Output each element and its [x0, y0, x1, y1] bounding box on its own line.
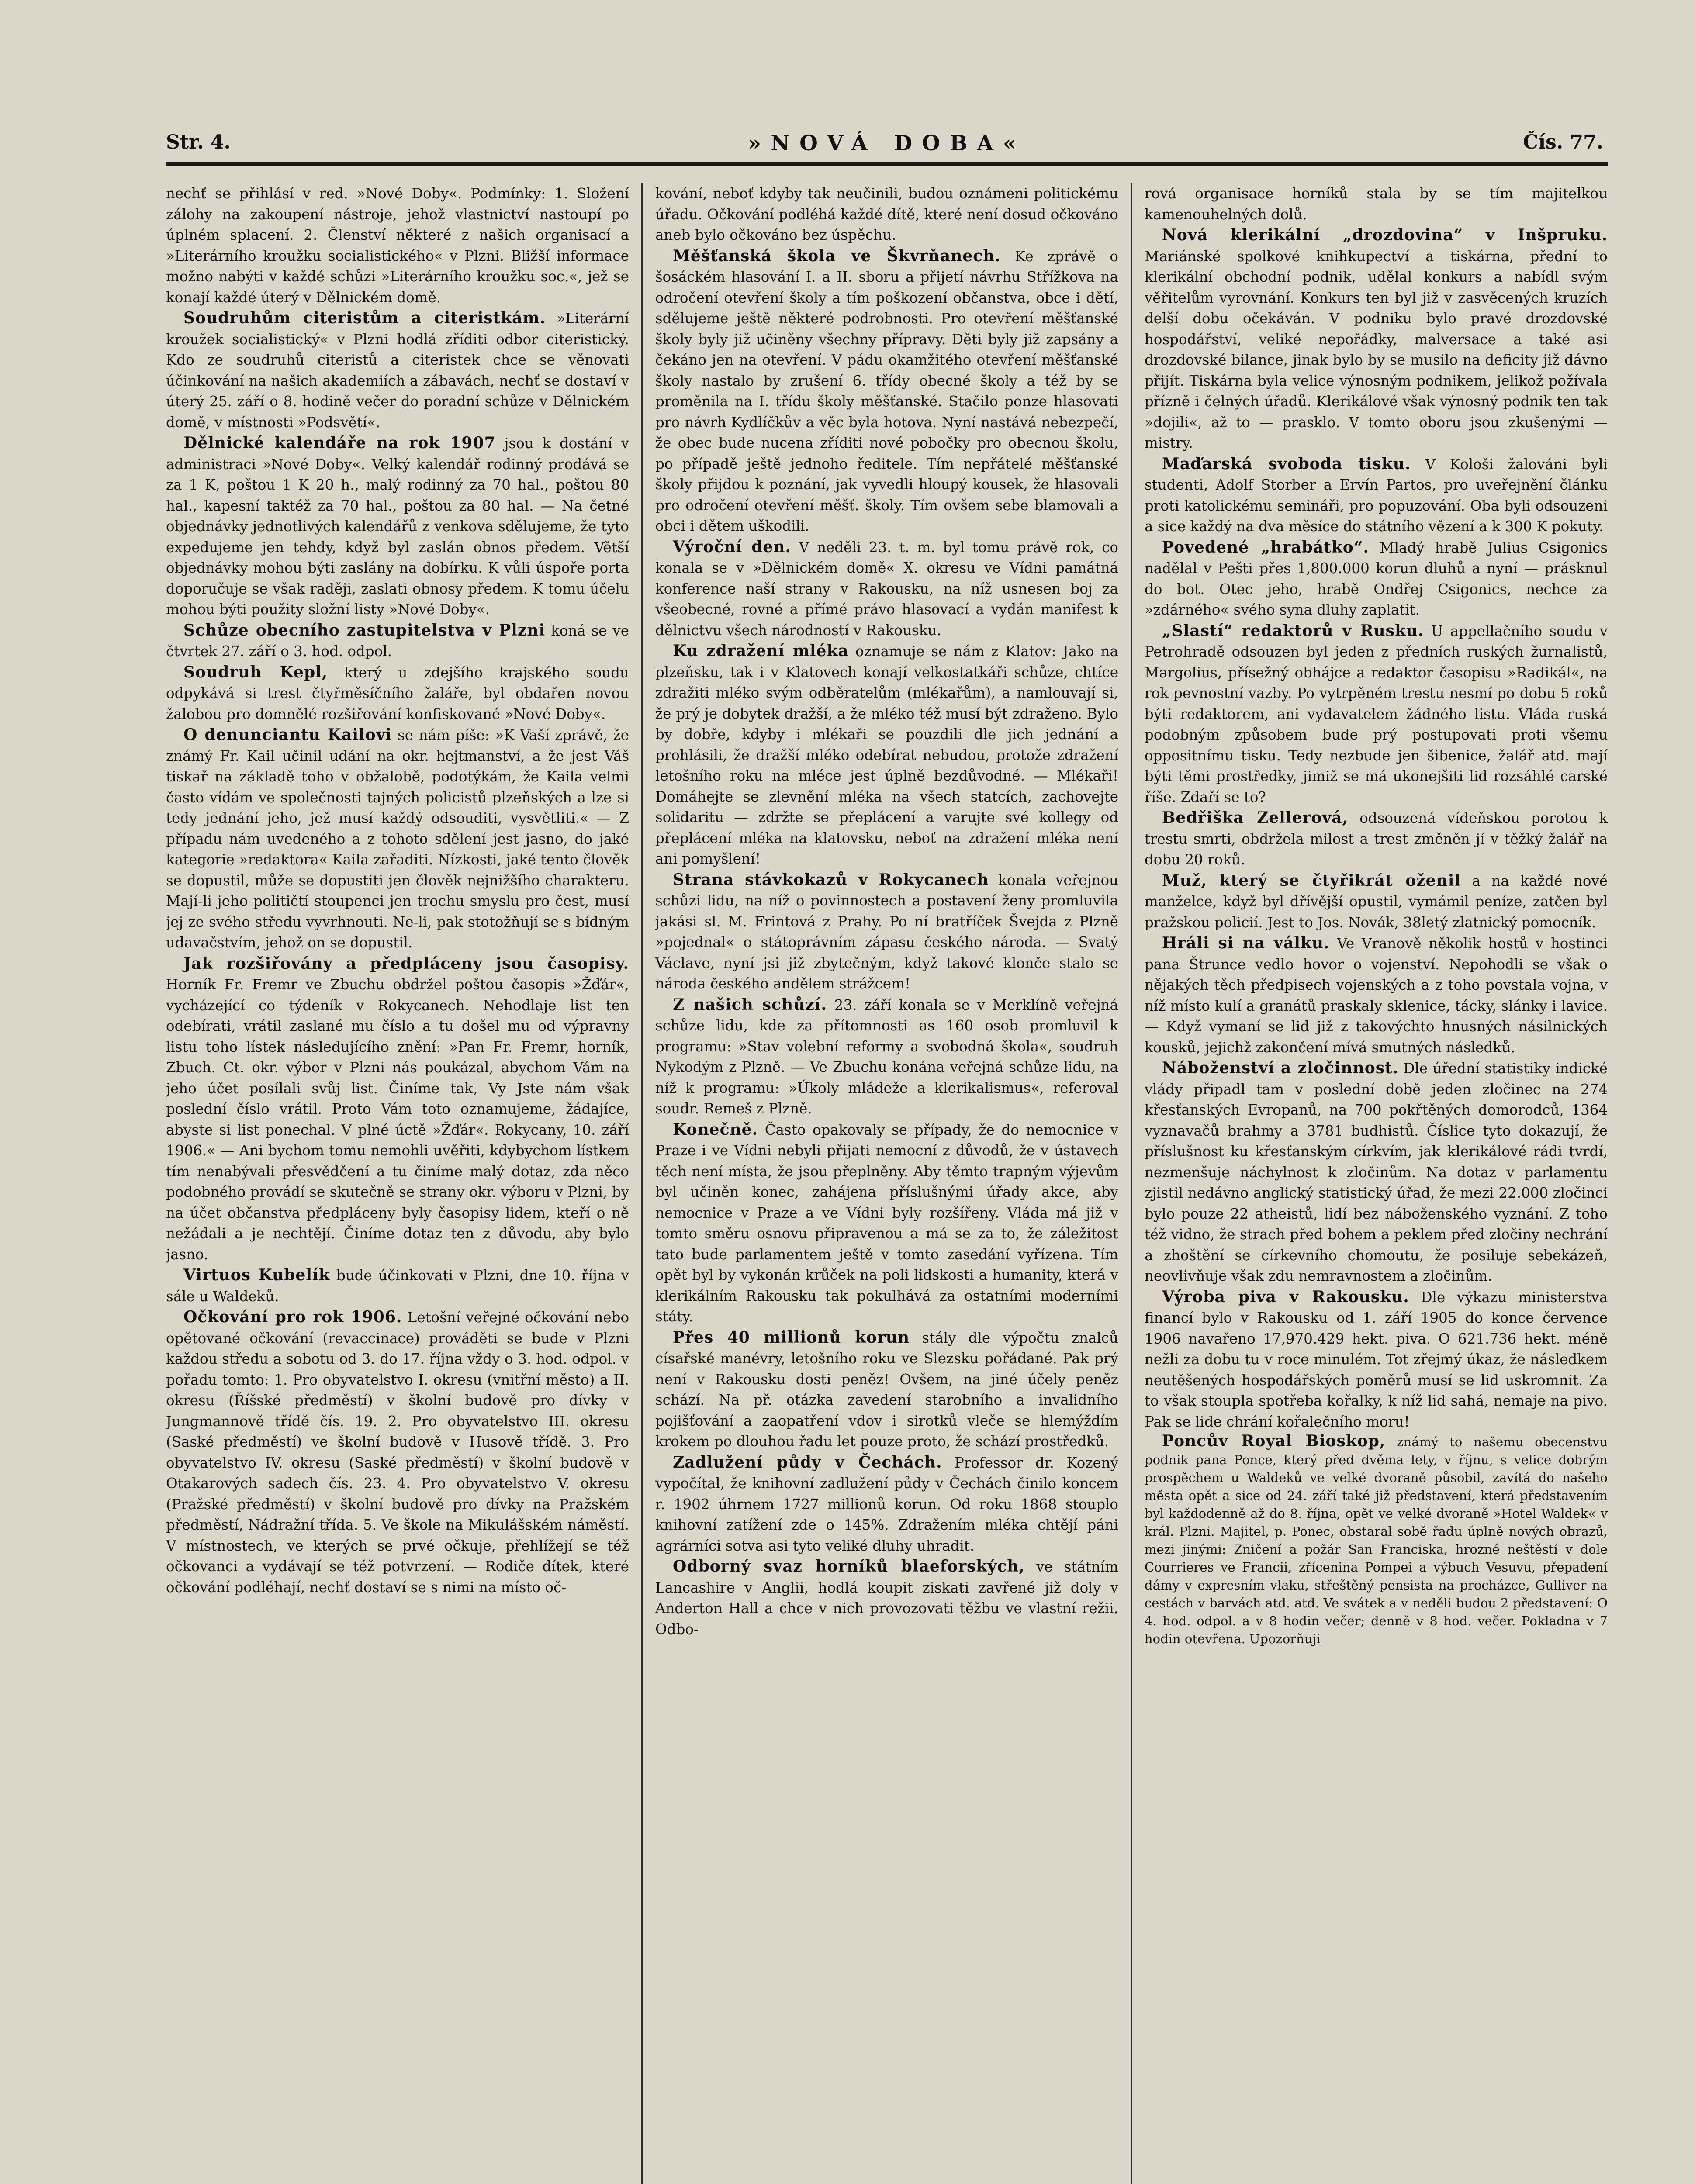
article-text: Dle výkazu ministerstva financí bylo v Rakousku od 1. září 1905 do konce července 1906 navařeno 17,970.429 hekt. piva. O 621.736 hekt. méně nežli za dobu tu v roce minulém. Tot zřejmý úkaz, že následkem neutěšených hospodářských poměrů musí se lid uskromnit. Za to však stoupla spotřeba kořalky, k níž lid sahá, nemaje na pivo. Pak se lide chrání kořalečního moru! [1145, 1289, 1608, 1430]
article-text: se nám píše: »K Vaší zprávě, že známý Fr. Kail učinil udání na okr. hejtmanství, a že jest Váš tiskař na základě toho v obžalobě, podotýkám, že Kaila velmi často vídám ve společnosti tajných policistů plzeňských a lze si tedy jednání jeho, jež musí každý odsouditi, vysvětliti.« — Z případu nám uvedeného a z tohoto sdělení jest jasno, do jaké kategorie »redaktora« Kaila zařaditi. Nízkosti, jaké tento člověk se dopustil, může se dopustiti jen člověk nejnižšího charakteru. Mají-li jeho političtí stoupenci jen trochu smyslu pro čest, musí jej ze svého středu vyvrhnouti. Ne-li, pak stotožňují se s bídným udavačstvím, jehož on se dopustil. [166, 727, 629, 951]
article-headline: Soudruh Kepl, [183, 663, 328, 681]
column-3 [1145, 183, 1608, 2184]
article-paragraph [1145, 1287, 1608, 1433]
article-text: Professor dr. Kozený vypočítal, že knihovní zadlužení půdy v Čechách činilo koncem r. 1902 úhrnem 1727 millionů korun. Od roku 1868 stouplo knihovní zatížení zde o 145%. Zdražením mléka chtějí páni agrárníci sotva asi tyto veliké dluhy uhradit. [655, 1454, 1118, 1554]
article-text: Ke zprávě o šosáckém hlasování I. a II. sboru a přijetí návrhu Střížkova na odročení otevření školy a tím poškození občanstva, obce i dětí, sdělujeme ještě některé podrobnosti. Pro otevření měšťanské školy byly již učiněny všechny přípravy. Děti byly již zapsány a čekáno jen na otevření. V pádu okamžitého otevření měšťanské školy nastalo by zrušení 6. třídy obecné školy a též by se proměnila na I. třídu školy měšťanské. Stačilo ponze hlasovati pro návrh Kydlíčkův a věc byla hotova. Nyní nastává nebezpečí, že obec bude nucena zříditi nové pobočky pro obecnou školu, po případě ještě jednoho ředitele. Tím nepřátelé měšťanské školy přijdou k poznání, jak vyvedli hloupý kousek, že hlasovali pro odročení otevření měšť. školy. Tím ovšem sebe blamovali a obci i dětem uškodili. [655, 248, 1118, 534]
article-headline: Schůze obecního zastupitelstva v Plzni [183, 621, 546, 639]
article-headline: Přes 40 millionů korun [673, 1328, 910, 1347]
article-paragraph [655, 870, 1118, 995]
page-header [166, 127, 1608, 166]
article-text: Horník Fr. Fremr ve Zbuchu obdržel poštou časopis »Žďár«, vycházející co týdeník v Rokycanech. Nehodlaje list ten odebírati, vrátil zaslané mu číslo a tu došel mu od výpravny listu toho lístek následujícího znění: »Pan Fr. Fremr, horník, Zbuch. Ct. okr. výbor v Plzni nás poukázal, abychom Vám na jeho účet posílali svůj list. Činíme tak, Vy Jste nám však poslední číslo vrátil. Proto Vám toto oznamujeme, žádajíce, abyste si list ponechal. V plné úctě »Žďár«. Rokycany, 10. září 1906.« — Ani bychom tomu nemohli uvěřiti, kdybychom lístkem tím nenabývali přesvědčení a tu činíme malý dotaz, zda něco podobného provádí se skutečně se strany okr. výboru v Plzni, by na účet občanstva předpláceny byly časopisy lidem, kteří o ně nežádali a je nechtějí. Činíme dotaz ten z důvodu, aby bylo jasno. [166, 976, 629, 1263]
column-2 [655, 183, 1118, 2184]
article-paragraph [1145, 808, 1608, 871]
article-headline: Nová klerikální „drozdovina“ v Inšpruku. [1162, 226, 1608, 244]
article-paragraph [166, 1307, 629, 1598]
article-headline: Virtuos Kubelík [183, 1266, 330, 1284]
article-headline: Měšťanská škola ve Škvrňanech. [673, 246, 1001, 265]
article-paragraph [1145, 454, 1608, 537]
article-paragraph [655, 1452, 1118, 1557]
article-paragraph [166, 1265, 629, 1307]
article-text: 23. září konala se v Merklíně veřejná schůze lidu, kde za přítomnosti as 160 osob promluvil k programu: »Stav volební reformy a svobodná škola«, soudruh Nykodým z Plzně. — Ve Zbuchu konána veřejná schůze lidu, na níž k programu: »Úkoly mládeže a klerikalismus«, referoval soudr. Remeš z Plzně. [655, 996, 1118, 1117]
article-text: Ve Vranově několik hostů v hostinci pana Štrunce vedlo hovor o vojenství. Nepohodli se však o nějakých těch předpisech vojenských a z toho povstala vojna, v níž místo kulí a granátů praskaly sklenice, tácky, slánky i lavice. — Když vymaní se lid již z takovýchto hnusných násilnických kousků, jejichž zakončení mívá smutných následků. [1145, 935, 1608, 1056]
article-paragraph [166, 662, 629, 725]
article-headline: Maďarská svoboda tisku. [1162, 454, 1411, 473]
article-headline: Muž, který se čtyřikrát oženil [1162, 871, 1461, 890]
article-text: oznamuje se nám z Klatov: Jako na plzeňsku, tak i v Klatovech konají velkostatkáři schůze, chtíce zdražiti mléko svým odběratelům (mlékařům), a namlouvají si, že prý je dobytek dražší, a že mléko též musí být zdraženo. Bylo by dobře, kdyby i mlékaři se pouzdili dle jich jednání a prohlásili, že dražší mléko odebírat nebudou, protože zdražení letošního roku na mléce jest úplně bezdůvodné. — Mlékaři! Domáhejte se zlevnění mléka na všech statcích, zachovejte solidaritu — zdržte se přeplácení a varujte své kollegy od přeplácení mléka na klatovsku, neboť na zdražení mléka není ani pomyšlení! [655, 643, 1118, 867]
article-headline: Konečně. [673, 1120, 758, 1139]
issue-number: Čís. 77. [1523, 131, 1603, 153]
article-headline: Očkování pro rok 1906. [183, 1308, 402, 1326]
article-headline: Z našich schůzí. [673, 995, 827, 1014]
article-headline: O denunciantu Kailovi [183, 726, 392, 744]
article-headline: Náboženství a zločinnost. [1162, 1059, 1399, 1077]
article-paragraph [166, 183, 629, 308]
article-text: známý to našemu obecenstvu podnik pana Ponce, který před dvěma lety, v říjnu, s velice dobrým prospěchem u Waldeků ve velké dvoraně působil, zavítá do našeho města opět a sice od 24. září také již představení, která představením byl každodenně až do 8. října, opět ve velké dvoraně »Hotel Waldek« v král. Plzni. Majitel, p. Ponec, obstaral sobě řadu úplně nových obrazů, mezi jinými: Zničení a požár San Franciska, hrozné neštěstí v dole Courrieres ve Francii, zřícenina Pompei a výbuch Vesuvu, přepadení dámy v expresním vlaku, střeštěný pensista na procházce, Gulliver na cestách v barvách atd. atd. Ve svátek a v neděli budou 2 představení: O 4. hod. odpol. a v 8 hodin večer; denně v 8 hod. večer. Pokladna v 7 hodin otevřena. Upozorňuji [1145, 1434, 1608, 1646]
article-paragraph [655, 183, 1118, 246]
article-paragraph [1145, 1058, 1608, 1287]
article-headline: Ku zdražení mléka [673, 642, 849, 660]
article-text: bude účinkovati v Plzni, dne 10. října v sále u Waldeků. [166, 1267, 629, 1305]
article-headline: Strana stávkokazů v Rokycanech [673, 870, 989, 889]
article-headline: Zadlužení půdy v Čechách. [673, 1453, 942, 1472]
article-headline: Poncův Royal Bioskop, [1162, 1432, 1386, 1450]
page-number: Str. 4. [166, 131, 231, 153]
article-paragraph [1145, 225, 1608, 454]
article-headline: Dělnické kalendáře na rok 1907 [183, 434, 496, 452]
article-text: odsouzená vídeňskou porotou k trestu smrti, obdržela milost a trest změněn jí v těžký žalář na dobu 20 roků. [1145, 810, 1608, 868]
article-text: V neděli 23. t. m. byl tomu právě rok, co konala se v »Dělnickém domě« X. okresu ve Vídni památná konference naší strany v Rakousku, na níž usnesen boj za všeobecné, rovné a přímé právo hlasovací a vydán manifest k dělnictvu všech národností v Rakousku. [655, 539, 1118, 639]
article-headline: Odborný svaz horníků blaeforských, [673, 1557, 1025, 1576]
article-paragraph [655, 641, 1118, 870]
column-1 [166, 183, 629, 2184]
article-paragraph [655, 995, 1118, 1120]
article-paragraph [1145, 1432, 1608, 1648]
article-paragraph [166, 954, 629, 1265]
newspaper-page [166, 127, 1608, 2184]
article-paragraph [166, 620, 629, 662]
article-headline: Jak rozšiřovány a předpláceny jsou časopisy. [183, 954, 629, 973]
article-text: ve státním Lancashire v Anglii, hodlá koupit ziskati zavřené již doly v Anderton Hall a chce v nich provozovati těžbu ve vlastní režii. Odbo- [655, 1559, 1118, 1638]
article-paragraph [1145, 621, 1608, 808]
article-columns [166, 183, 1608, 2184]
article-headline: Soudruhům citeristům a citeristkám. [183, 309, 546, 327]
article-text: kování, neboť kdyby tak neučinili, budou oznámeni politickému úřadu. Očkování podléhá každé dítě, které není dosud očkováno aneb bylo očkováno bez úspěchu. [655, 185, 1118, 243]
article-paragraph [655, 246, 1118, 537]
article-text: Často opakovaly se případy, že do nemocnice v Praze i ve Vídni nebyli přijati nemocní z důvodů, že v ústavech těch není místa, že jsou přeplněny. Aby těmto trapným výjevům byl učiněn konec, zahájena příslušnými úřady akce, aby nemocnice v Praze a ve Vídni byly rozšířeny. Vláda má již v tomto směru osnovu připravenou a má se za to, že záležitost tato bude parlamentem ještě v tomto zasedání vyřízena. Tím opět byl by vykonán krůček na poli lidskosti a humanity, která v klerikálním Rakousku tak pokulhává za ostatními moderními státy. [655, 1121, 1118, 1325]
article-text: Letošní veřejné očkování nebo opětované očkování (revaccinace) prováděti se bude v Plzni každou středu a sobotu od 3. do 17. října vždy o 3. hod. odpol. v pořadu tomto: 1. Pro obyvatelstvo I. okresu (vnitřní město) a II. okresu (Říšské předměstí) v školní budově pro dívky v Jungmannově třídě čís. 19. 2. Pro obyvatelstvo III. okresu (Saské předměstí) ve školní budově v Husově třídě. 3. Pro obyvatelstvo IV. okresu (Saské předměstí) v školní budově v Otakarových sadech čís. 23. 4. Pro obyvatelstvo V. okresu (Pražské předměstí) v školní budově pro dívky na Pražském předměstí, Nádražní třída. 5. Ve škole na Mikulášském náměstí. V místnostech, ve kterých se prvé očkuje, přehlížejí se též očkovanci a vydávají se též potvrzení. — Rodiče dítek, které očkování podléhají, nechť dostaví se s nimi na místo oč- [166, 1309, 629, 1596]
article-paragraph [166, 725, 629, 954]
article-text: jsou k dostání v administraci »Nové Doby«. Velký kalendář rodinný prodává se za 1 K, poštou 1 K 20 h., malý rodinný za 70 hal., poštou 80 hal., kapesní taktéž za 70 hal., poštou za 80 hal. — Na četné objednávky jednotlivých kalendářů z venkova sdělujeme, že tyto expedujeme jen tehdy, když byl zaslán obnos předem. Větší objednávky mohou býti zaslány na dobírku. K vůli úspoře porta doporučuje se však raději, zaslati obnosy předem. K tomu účelu mohou býti použity složní listy »Nové Doby«. [166, 435, 629, 618]
article-text: který u zdejšího krajského soudu odpykává si trest čtyřměsíčního žaláře, byl obdařen novou žalobou pro domnělé rozšiřování konfiskované »Nové Doby«. [166, 664, 629, 722]
article-text: Dle úřední statistiky indické vlády připadl tam v poslední době jeden zločinec na 274 křesťanských Evropanů, na 700 pokřtěných domorodců, 1364 vyznavačů brahmy a 3781 budhistů. Číslice tyto dokazují, že příslušnost ku křesťanským církvím, jak klerikálové rádi tvrdí, nezmenšuje náchylnost k zločinům. Na dotaz v parlamentu zjistil nedávno anglický statistický úřad, že mezi 22.000 zločinci bylo pouze 22 atheistů, lidí bez náboženského vyznání. Z toho též vidno, že strach před bohem a peklem před zločiny nechrání a zhoštění se církevního chomoutu, že posiluje sebekázeň, neovlivňuje však zdu nemravnostem a zločinům. [1145, 1060, 1608, 1284]
article-text: Mladý hrabě Julius Csigonics nadělal v Pešti přes 1,800.000 korun dluhů a nyní — prásknul do bot. Otec jeho, hrabě Ondřej Csigonics, nechce za »zdárného« svého syna dluhy zaplatit. [1145, 539, 1608, 618]
article-text: rová organisace horníků stala by se tím majitelkou kamenouhelných dolů. [1145, 185, 1608, 223]
article-paragraph [1145, 537, 1608, 621]
article-text: konala veřejnou schůzi lidu, na níž o povinnostech a postavení ženy promluvila jakási sl. M. Frintová z Prahy. Po ní bratříček Švejda z Plzně »pojednal« o státoprávním zápasu českého národa. — Svatý Václave, nyní jsi již zbytečným, když takové klonče stalo se národa českého andělem strážcem! [655, 871, 1118, 992]
article-paragraph [1145, 183, 1608, 225]
article-text: Mariánské spolkové knihkupectví a tiskárna, přední to klerikální obchodní podnik, udělal konkurs a nabídl svým věřitelům vyrovnání. Konkurs ten byl již v zasvěcených kruzích delší dobu očekáván. V podniku bylo pravé drozdovské hospodářství, veliké nepořádky, malversace a také asi drozdovské bilance, jinak bylo by se musilo na deficity již dávno přijít. Tiskárna byla velice výnosným podnikem, jelikož požívala přízně i čelných úřadů. Klerikálové však výnosný podnik ten tak »dojili«, až to — prasklo. V tomto oboru jsou zkušenými — mistry. [1145, 248, 1608, 451]
article-paragraph [655, 1327, 1118, 1452]
masthead-title: »NOVÁ DOBA« [748, 131, 1026, 156]
article-headline: Hráli si na válku. [1162, 934, 1330, 952]
article-text: V Kološi žalováni byli studenti, Adolf Storber a Ervín Partos, pro uveřejnění článku proti katolickému semináři, pro popuzování. Oba byli odsouzeni a sice každý na dva měsíce do státního vězení a k 300 K pokuty. [1145, 456, 1608, 535]
article-headline: Výroční den. [673, 537, 791, 556]
article-paragraph [655, 537, 1118, 641]
article-headline: Výroba piva v Rakousku. [1162, 1287, 1409, 1306]
article-paragraph [1145, 933, 1608, 1058]
article-paragraph [166, 308, 629, 433]
article-headline: „Slastí“ redaktorů v Rusku. [1162, 621, 1424, 640]
article-text: stály dle výpočtu znalců císařské manévry, letošního roku ve Slezsku pořádané. Pak prý není v Rakousku dosti peněz! Ovšem, na jiné účely peněz schází. Na př. otázka zavedení starobního a invalidního pojišťování a zaopatření vdov i sirotků vleče se hlemýždím krokem po dlouhou řadu let pouze proto, že schází prostředků. [655, 1329, 1118, 1450]
article-text: nechť se přihlásí v red. »Nové Doby«. Podmínky: 1. Složení zálohy na zakoupení nástroje, jehož vlastnictví nastoupí po úplném splacení. 2. Členství některé z našich organisací a »Literárního kroužku socialistického« v Plzni. Bližší informace možno nabýti v každé schůzi »Literárního kroužku soc.«, jež se konají každé úterý v Dělnickém domě. [166, 185, 629, 306]
article-headline: Povedené „hrabátko“. [1162, 538, 1370, 556]
article-text: U appellačního soudu v Petrohradě odsouzen byl jeden z předních ruských žurnalistů, Margolius, přísežný obhájce a redaktor časopisu »Radikál«, na rok pevnostní vazby. Po vytrpěném trestu nesmí po dobu 5 roků býti redaktorem, ani vydavatelem žádného listu. Vláda ruská podobným způsobem bude prý postupovati proti všemu oppositnímu tisku. Tedy nezbude jen šibenice, žalář atd. mají býti těmi prostředky, jimiž se má ukonejšiti lid rozsáhlé carské říše. Zdaří se to? [1145, 622, 1608, 805]
header-rule [166, 162, 1608, 166]
article-text: koná se ve čtvrtek 27. září o 3. hod. odpol. [166, 622, 629, 660]
article-paragraph [655, 1556, 1118, 1640]
article-headline: Bedřiška Zellerová, [1162, 809, 1349, 827]
article-paragraph [166, 433, 629, 620]
article-text: »Literární kroužek socialistický« v Plzni hodlá zříditi odbor citeristický. Kdo ze soudruhů citeristů a citeristek chce se věnovati účinkování na našich akademiích a zábavách, nechť se dostaví v úterý 25. září o 8. hodině večer do poradní schůze v Dělnickém domě, v místnosti »Podsvětí«. [166, 310, 629, 431]
article-paragraph [655, 1120, 1118, 1327]
article-text: a na každé nové manželce, když byl dřívější opustil, vymámil peníze, zatčen byl pražskou policií. Jest to Jos. Novák, 38letý zlatnický pomocník. [1145, 872, 1608, 931]
article-paragraph [1145, 871, 1608, 933]
